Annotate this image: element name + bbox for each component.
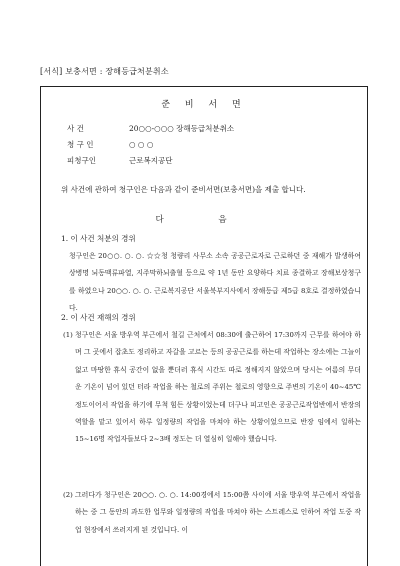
intro-sentence: 위 사건에 관하여 청구인은 다음과 같이 준비서면(보충서면)을 제출 합니다.	[61, 185, 306, 194]
respondent-label: 피청구인	[67, 156, 96, 165]
section-divider-heading: 다 음	[155, 215, 253, 225]
item-2-number: (2)	[63, 491, 73, 499]
section-1-heading: 1. 이 사건 처분의 경위	[61, 234, 136, 243]
respondent-row	[67, 155, 172, 166]
section-2-item-1	[63, 327, 361, 449]
case-value: 20○○-○○○ 장해등급처분취소	[129, 124, 235, 133]
claimant-row	[67, 139, 153, 150]
section-2-heading: 2. 이 사건 재해의 경위	[61, 313, 136, 322]
section-1-body: 청구인은 20○○. ○. ○. ☆☆청 청량리 사무소 소속 공공근로자로 근로하던 중 재해가 발생하여 상병명 뇌동맥류파열, 지주막하뇌출혈 등으로 약 1년 동안 요양하다 치료 종결하고 장해보상청구를 하였으나 20○○. ○. ○. 근로복지공단 서울북부지사에서 장해등급 제5급 8호로 결정하였습니다.	[69, 252, 361, 313]
item-1-text: 청구인은 서울 방우역 부근에서 철길 근처에서 08:30에 출근하여 17:30까지 근무를 하여야 하며 그 곳에서 잡초도 정리하고 자갈을 고르는 등의 공공근로를 하는데 작업하는 장소에는 그늘이 없고 마땅한 휴식 공간이 없을 뿐더러 휴식 시간도 따로 정해지지 않았으며 당시는 여름의 무더운 기온이 넘어 있던 터라 작업을 하는 철로의 주위는 철로의 영향으로 주변의 기온이 40~45℃ 정도이어서 작업을 하기에 무척 힘든 상황이었는데 더구나 피고인은 공공근로작업반에서 반장의 역할을 맡고 있어서 하루 일정량의 작업을 마쳐야 하는 상황이었으므로 반장 임에서 일하는 15~16명 작업자들보다 2~3배 정도는 더 열심히 일해야 했습니다.	[75, 331, 361, 444]
case-label: 사 건	[67, 124, 84, 133]
document-frame	[40, 86, 368, 566]
form-type-label: [서식] 보충서면 : 장해등급처분취소	[40, 67, 169, 76]
claimant-label: 청 구 인	[67, 140, 94, 149]
claimant-value: ○ ○ ○	[129, 140, 154, 149]
item-1-number: (1)	[63, 331, 73, 339]
section-2-item-2	[63, 487, 361, 539]
case-row	[67, 123, 234, 134]
item-2-text: 그러다가 청구인은 20○○. ○. ○. 14:00경에서 15:00쯤 사이에 서울 방우역 부근에서 작업을 하는 중 그 동안의 과도한 업무와 일정량의 작업을 마쳐야 하는 스트레스로 인하여 작업 도중 작업 현장에서 쓰러지게 된 것입니다. 이	[75, 491, 361, 534]
respondent-value: 근로복지공단	[129, 156, 173, 165]
document-title: 준 비 서 면	[161, 100, 247, 110]
